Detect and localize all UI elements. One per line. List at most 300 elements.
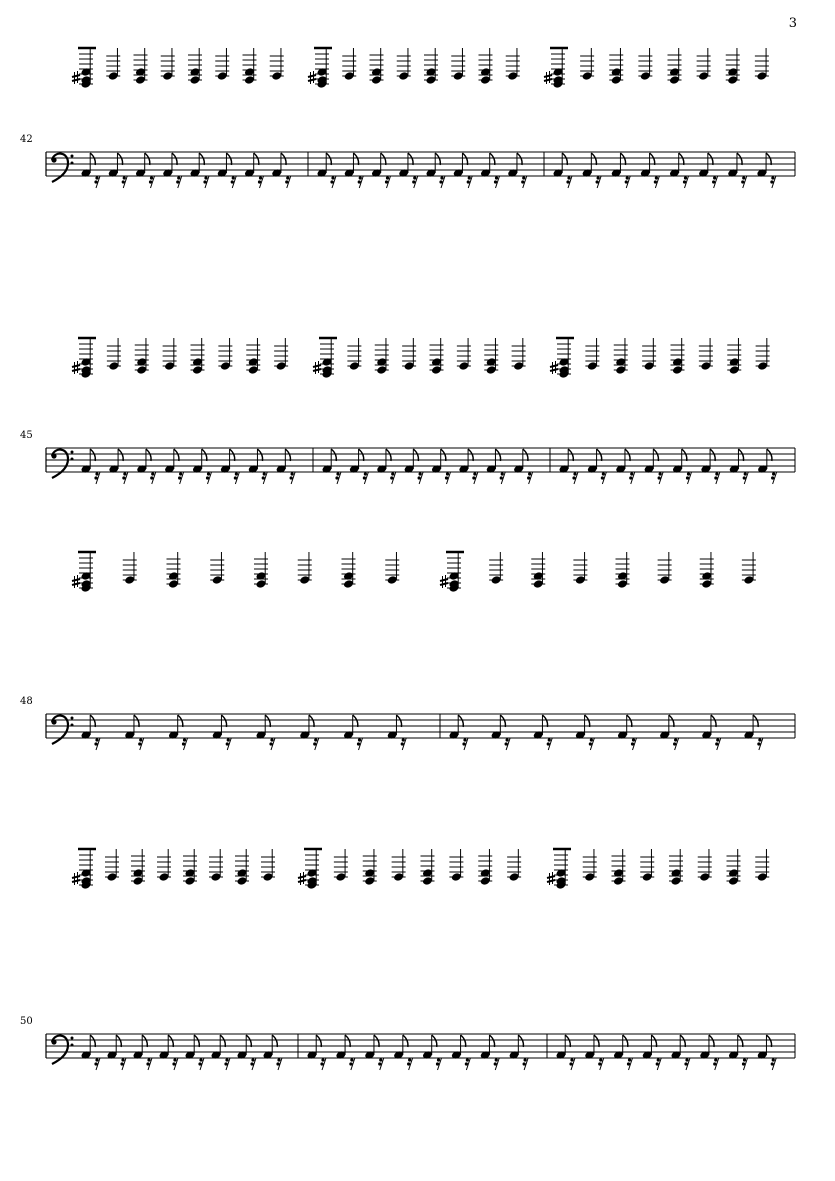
upper-chord xyxy=(105,849,119,882)
sixteenth-rest xyxy=(226,738,232,750)
eighth-note xyxy=(480,1035,495,1060)
upper-chord xyxy=(209,849,223,882)
flag xyxy=(620,153,625,165)
flag xyxy=(309,715,314,727)
upper-chord xyxy=(585,338,599,371)
flag xyxy=(254,153,259,165)
upper-chord xyxy=(547,849,568,890)
upper-chord xyxy=(700,552,714,589)
eighth-note xyxy=(107,1035,122,1060)
upper-chord xyxy=(573,552,587,585)
measure-number: 42 xyxy=(20,134,33,145)
upper-chord xyxy=(755,48,769,81)
eighth-note xyxy=(220,449,235,474)
eighth-note xyxy=(698,153,713,178)
sixteenth-rest xyxy=(94,472,100,484)
sixteenth-rest xyxy=(231,176,237,188)
flag xyxy=(767,449,772,461)
sixteenth-rest xyxy=(407,1058,413,1070)
flag xyxy=(710,449,715,461)
upper-chord xyxy=(424,48,438,85)
flag xyxy=(458,715,463,727)
eighth-note xyxy=(168,715,183,740)
flag xyxy=(679,153,684,165)
sixteenth-rest xyxy=(770,176,776,188)
eighth-note xyxy=(727,153,742,178)
flag xyxy=(435,153,440,165)
sixteenth-rest xyxy=(686,472,692,484)
eighth-note xyxy=(217,153,232,178)
upper-chord xyxy=(106,48,120,81)
sixteenth-rest xyxy=(527,472,533,484)
eighth-note xyxy=(533,715,548,740)
sixteenth-rest xyxy=(290,472,296,484)
upper-chord xyxy=(742,552,756,585)
upper-chord xyxy=(755,849,769,882)
flag xyxy=(711,715,716,727)
sharp-sign xyxy=(72,575,80,588)
upper-chord xyxy=(449,849,463,882)
sixteenth-rest xyxy=(122,472,128,484)
flag xyxy=(90,153,95,165)
flag xyxy=(345,1035,350,1047)
eighth-note xyxy=(449,715,464,740)
flag xyxy=(708,153,713,165)
eighth-note xyxy=(426,153,441,178)
system-3 xyxy=(20,552,795,750)
sixteenth-rest xyxy=(250,1058,256,1070)
upper-chord xyxy=(131,849,145,886)
upper-chord xyxy=(421,849,435,886)
flag xyxy=(168,1035,173,1047)
flag xyxy=(174,449,179,461)
eighth-note xyxy=(393,1035,408,1060)
upper-chord xyxy=(107,338,121,371)
eighth-note xyxy=(317,153,332,178)
upper-chord xyxy=(457,338,471,371)
sixteenth-rest xyxy=(276,1058,282,1070)
sixteenth-rest xyxy=(743,472,749,484)
eighth-note xyxy=(263,1035,278,1060)
flag xyxy=(432,1035,437,1047)
sharp-sign xyxy=(308,71,316,84)
flag xyxy=(281,153,286,165)
flag xyxy=(90,449,95,461)
upper-chord xyxy=(697,48,711,81)
sixteenth-rest xyxy=(94,176,100,188)
eighth-note xyxy=(584,1035,599,1060)
upper-chord xyxy=(638,48,652,81)
upper-chord xyxy=(135,338,149,375)
upper-chord xyxy=(261,849,275,882)
flag xyxy=(316,1035,321,1047)
sixteenth-rest xyxy=(198,1058,204,1070)
flag xyxy=(542,715,547,727)
sixteenth-rest xyxy=(625,176,631,188)
flag xyxy=(682,449,687,461)
upper-chord xyxy=(668,48,682,85)
sixteenth-rest xyxy=(713,1058,719,1070)
upper-chord xyxy=(451,48,465,81)
upper-chord xyxy=(123,552,137,585)
upper-chord xyxy=(512,338,526,371)
flag xyxy=(568,449,573,461)
flag xyxy=(381,153,386,165)
upper-chord xyxy=(640,849,654,882)
upper-chord xyxy=(72,552,93,593)
eighth-note xyxy=(701,715,716,740)
upper-chord xyxy=(270,48,284,81)
sixteenth-rest xyxy=(631,738,637,750)
sixteenth-rest xyxy=(418,472,424,484)
sixteenth-rest xyxy=(629,472,635,484)
flag xyxy=(680,1035,685,1047)
flag xyxy=(468,449,473,461)
eighth-note xyxy=(615,449,630,474)
upper-chord xyxy=(370,48,384,85)
page-number: 3 xyxy=(788,16,797,31)
eighth-note xyxy=(559,449,574,474)
upper-chord xyxy=(72,338,93,379)
flag xyxy=(145,153,150,165)
sixteenth-rest xyxy=(401,738,407,750)
sixteenth-rest xyxy=(572,472,578,484)
upper-chord xyxy=(313,338,334,379)
upper-chord xyxy=(726,48,740,85)
sixteenth-rest xyxy=(320,1058,326,1070)
sixteenth-rest xyxy=(262,472,268,484)
eighth-note xyxy=(248,449,263,474)
upper-chord xyxy=(531,552,545,589)
sixteenth-rest xyxy=(269,738,275,750)
upper-chord xyxy=(544,48,565,89)
eighth-note xyxy=(757,449,772,474)
eighth-note xyxy=(81,449,96,474)
flag xyxy=(117,153,122,165)
sixteenth-rest xyxy=(741,176,747,188)
sixteenth-rest xyxy=(683,176,689,188)
sixteenth-rest xyxy=(412,176,418,188)
upper-chord xyxy=(183,849,197,886)
eighth-note xyxy=(159,1035,174,1060)
flag xyxy=(90,1035,95,1047)
upper-chord xyxy=(583,849,597,882)
eighth-note xyxy=(513,449,528,474)
flag xyxy=(194,1035,199,1047)
eighth-note xyxy=(192,449,207,474)
sixteenth-rest xyxy=(654,176,660,188)
flag xyxy=(738,449,743,461)
flag xyxy=(462,153,467,165)
upper-chord xyxy=(507,849,521,882)
flag xyxy=(134,715,139,727)
eighth-note xyxy=(136,449,151,474)
upper-chord xyxy=(163,338,177,371)
eighth-note xyxy=(349,449,364,474)
upper-chord xyxy=(430,338,444,375)
flag xyxy=(408,153,413,165)
system-1 xyxy=(20,48,795,188)
sixteenth-rest xyxy=(627,1058,633,1070)
sixteenth-rest xyxy=(149,176,155,188)
sixteenth-rest xyxy=(601,472,607,484)
flag xyxy=(565,1035,570,1047)
eighth-note xyxy=(451,1035,466,1060)
system-4 xyxy=(20,849,795,1070)
eighth-note xyxy=(190,153,205,178)
upper-chord xyxy=(210,552,224,585)
eighth-note xyxy=(743,715,758,740)
upper-chord xyxy=(614,338,628,375)
flag xyxy=(396,715,401,727)
sixteenth-rest xyxy=(465,1058,471,1070)
sixteenth-rest xyxy=(742,1058,748,1070)
flag xyxy=(651,1035,656,1047)
upper-chord xyxy=(484,338,498,375)
upper-chord xyxy=(756,338,770,371)
flag xyxy=(90,715,95,727)
eighth-note xyxy=(611,153,626,178)
flag xyxy=(495,449,500,461)
flag xyxy=(116,1035,121,1047)
sixteenth-rest xyxy=(566,176,572,188)
eighth-note xyxy=(728,1035,743,1060)
upper-chord xyxy=(363,849,377,886)
upper-chord xyxy=(188,48,202,85)
upper-chord xyxy=(235,849,249,886)
flag xyxy=(737,153,742,165)
upper-chord xyxy=(215,48,229,81)
flag xyxy=(226,153,231,165)
eighth-note xyxy=(507,153,522,178)
sixteenth-rest xyxy=(523,1058,529,1070)
eighth-note xyxy=(387,715,402,740)
sixteenth-rest xyxy=(569,1058,575,1070)
upper-chord xyxy=(161,48,175,81)
sharp-sign xyxy=(72,872,80,885)
flag xyxy=(172,153,177,165)
sharp-sign xyxy=(72,71,80,84)
flag xyxy=(500,715,505,727)
eighth-note xyxy=(135,153,150,178)
flag xyxy=(490,153,495,165)
eighth-note xyxy=(398,153,413,178)
flag xyxy=(585,715,590,727)
flag xyxy=(441,449,446,461)
sixteenth-rest xyxy=(714,472,720,484)
sixteenth-rest xyxy=(349,1058,355,1070)
sixteenth-rest xyxy=(505,738,511,750)
eighth-note xyxy=(376,449,391,474)
sharp-sign xyxy=(547,872,555,885)
eighth-note xyxy=(756,153,771,178)
eighth-note xyxy=(509,1035,524,1060)
flag xyxy=(202,449,207,461)
sixteenth-rest xyxy=(234,472,240,484)
upper-chord xyxy=(347,338,361,371)
measure-number: 50 xyxy=(20,1016,33,1027)
flag xyxy=(359,449,364,461)
sixteenth-rest xyxy=(138,738,144,750)
upper-chord xyxy=(402,338,416,371)
flag xyxy=(669,715,674,727)
upper-chord xyxy=(727,338,741,375)
upper-chord xyxy=(698,849,712,882)
upper-chord xyxy=(375,338,389,375)
sixteenth-rest xyxy=(500,472,506,484)
upper-chord xyxy=(440,552,461,593)
upper-chord xyxy=(506,48,520,81)
flag xyxy=(331,449,336,461)
sixteenth-rest xyxy=(146,1058,152,1070)
upper-chord xyxy=(699,338,713,371)
flag xyxy=(230,449,235,461)
eighth-note xyxy=(659,715,674,740)
sixteenth-rest xyxy=(658,472,664,484)
sixteenth-rest xyxy=(472,472,478,484)
sixteenth-rest xyxy=(598,1058,604,1070)
flag xyxy=(285,449,290,461)
upper-chord xyxy=(669,849,683,886)
eighth-note xyxy=(422,1035,437,1060)
sixteenth-rest xyxy=(494,1058,500,1070)
upper-chord xyxy=(342,48,356,81)
eighth-note xyxy=(164,449,179,474)
sixteenth-rest xyxy=(378,1058,384,1070)
sharp-sign xyxy=(72,361,80,374)
eighth-note xyxy=(371,153,386,178)
sixteenth-rest xyxy=(445,472,451,484)
upper-chord xyxy=(298,552,312,585)
upper-chord xyxy=(157,849,171,882)
sixteenth-rest xyxy=(771,472,777,484)
sixteenth-rest xyxy=(358,176,364,188)
flag xyxy=(246,1035,251,1047)
sixteenth-rest xyxy=(462,738,468,750)
eighth-note xyxy=(640,153,655,178)
flag xyxy=(272,1035,277,1047)
sixteenth-rest xyxy=(712,176,718,188)
upper-chord xyxy=(642,338,656,371)
flag xyxy=(413,449,418,461)
eighth-note xyxy=(642,1035,657,1060)
sixteenth-rest xyxy=(494,176,500,188)
flag xyxy=(353,715,358,727)
upper-chord xyxy=(658,552,672,585)
sixteenth-rest xyxy=(357,738,363,750)
flag xyxy=(221,715,226,727)
flag xyxy=(326,153,331,165)
eighth-note xyxy=(699,1035,714,1060)
sixteenth-rest xyxy=(330,176,336,188)
flag xyxy=(738,1035,743,1047)
eighth-note xyxy=(211,1035,226,1060)
flag xyxy=(518,1035,523,1047)
flag xyxy=(142,1035,147,1047)
sixteenth-rest xyxy=(203,176,209,188)
sixteenth-rest xyxy=(176,176,182,188)
eighth-note xyxy=(162,153,177,178)
flag xyxy=(489,1035,494,1047)
sharp-sign xyxy=(440,575,448,588)
upper-chord xyxy=(308,48,329,89)
eighth-note xyxy=(133,1035,148,1060)
measure-number: 45 xyxy=(20,430,33,441)
upper-chord xyxy=(274,338,288,371)
flag xyxy=(653,449,658,461)
sixteenth-rest xyxy=(313,738,319,750)
upper-chord xyxy=(671,338,685,375)
flag xyxy=(594,1035,599,1047)
sharp-sign xyxy=(298,872,306,885)
system-2 xyxy=(20,338,795,484)
upper-chord xyxy=(385,552,399,585)
sixteenth-rest xyxy=(385,176,391,188)
sixteenth-rest xyxy=(715,738,721,750)
upper-chord xyxy=(580,48,594,81)
eighth-note xyxy=(700,449,715,474)
eighth-note xyxy=(81,715,96,740)
upper-chord xyxy=(616,552,630,589)
sixteenth-rest xyxy=(172,1058,178,1070)
sixteenth-rest xyxy=(439,176,445,188)
upper-chord xyxy=(243,48,257,85)
eighth-note xyxy=(244,153,259,178)
sixteenth-rest xyxy=(206,472,212,484)
eighth-note xyxy=(276,449,291,474)
eighth-note xyxy=(575,715,590,740)
upper-chord xyxy=(397,48,411,81)
eighth-note xyxy=(729,449,744,474)
sixteenth-rest xyxy=(757,738,763,750)
eighth-note xyxy=(453,153,468,178)
flag xyxy=(386,449,391,461)
sixteenth-rest xyxy=(771,1058,777,1070)
sixteenth-rest xyxy=(150,472,156,484)
upper-chord xyxy=(479,48,493,85)
eighth-note xyxy=(124,715,139,740)
flag xyxy=(257,449,262,461)
sixteenth-rest xyxy=(390,472,396,484)
flag xyxy=(623,1035,628,1047)
eighth-note xyxy=(431,449,446,474)
sharp-sign xyxy=(313,361,321,374)
upper-chord xyxy=(478,849,492,886)
sixteenth-rest xyxy=(94,738,100,750)
upper-chord xyxy=(254,552,268,589)
eighth-note xyxy=(458,449,473,474)
sixteenth-rest xyxy=(285,176,291,188)
upper-chord xyxy=(727,849,741,886)
eighth-note xyxy=(669,153,684,178)
flag xyxy=(766,1035,771,1047)
flag xyxy=(220,1035,225,1047)
flag xyxy=(374,1035,379,1047)
flag xyxy=(709,1035,714,1047)
sixteenth-rest xyxy=(258,176,264,188)
sixteenth-rest xyxy=(596,176,602,188)
flag xyxy=(597,449,602,461)
flag xyxy=(178,715,183,727)
eighth-note xyxy=(299,715,314,740)
eighth-note xyxy=(343,715,358,740)
eighth-note xyxy=(404,449,419,474)
sixteenth-rest xyxy=(363,472,369,484)
flag xyxy=(650,153,655,165)
eighth-note xyxy=(480,153,495,178)
flag xyxy=(627,715,632,727)
eighth-note xyxy=(757,1035,772,1060)
